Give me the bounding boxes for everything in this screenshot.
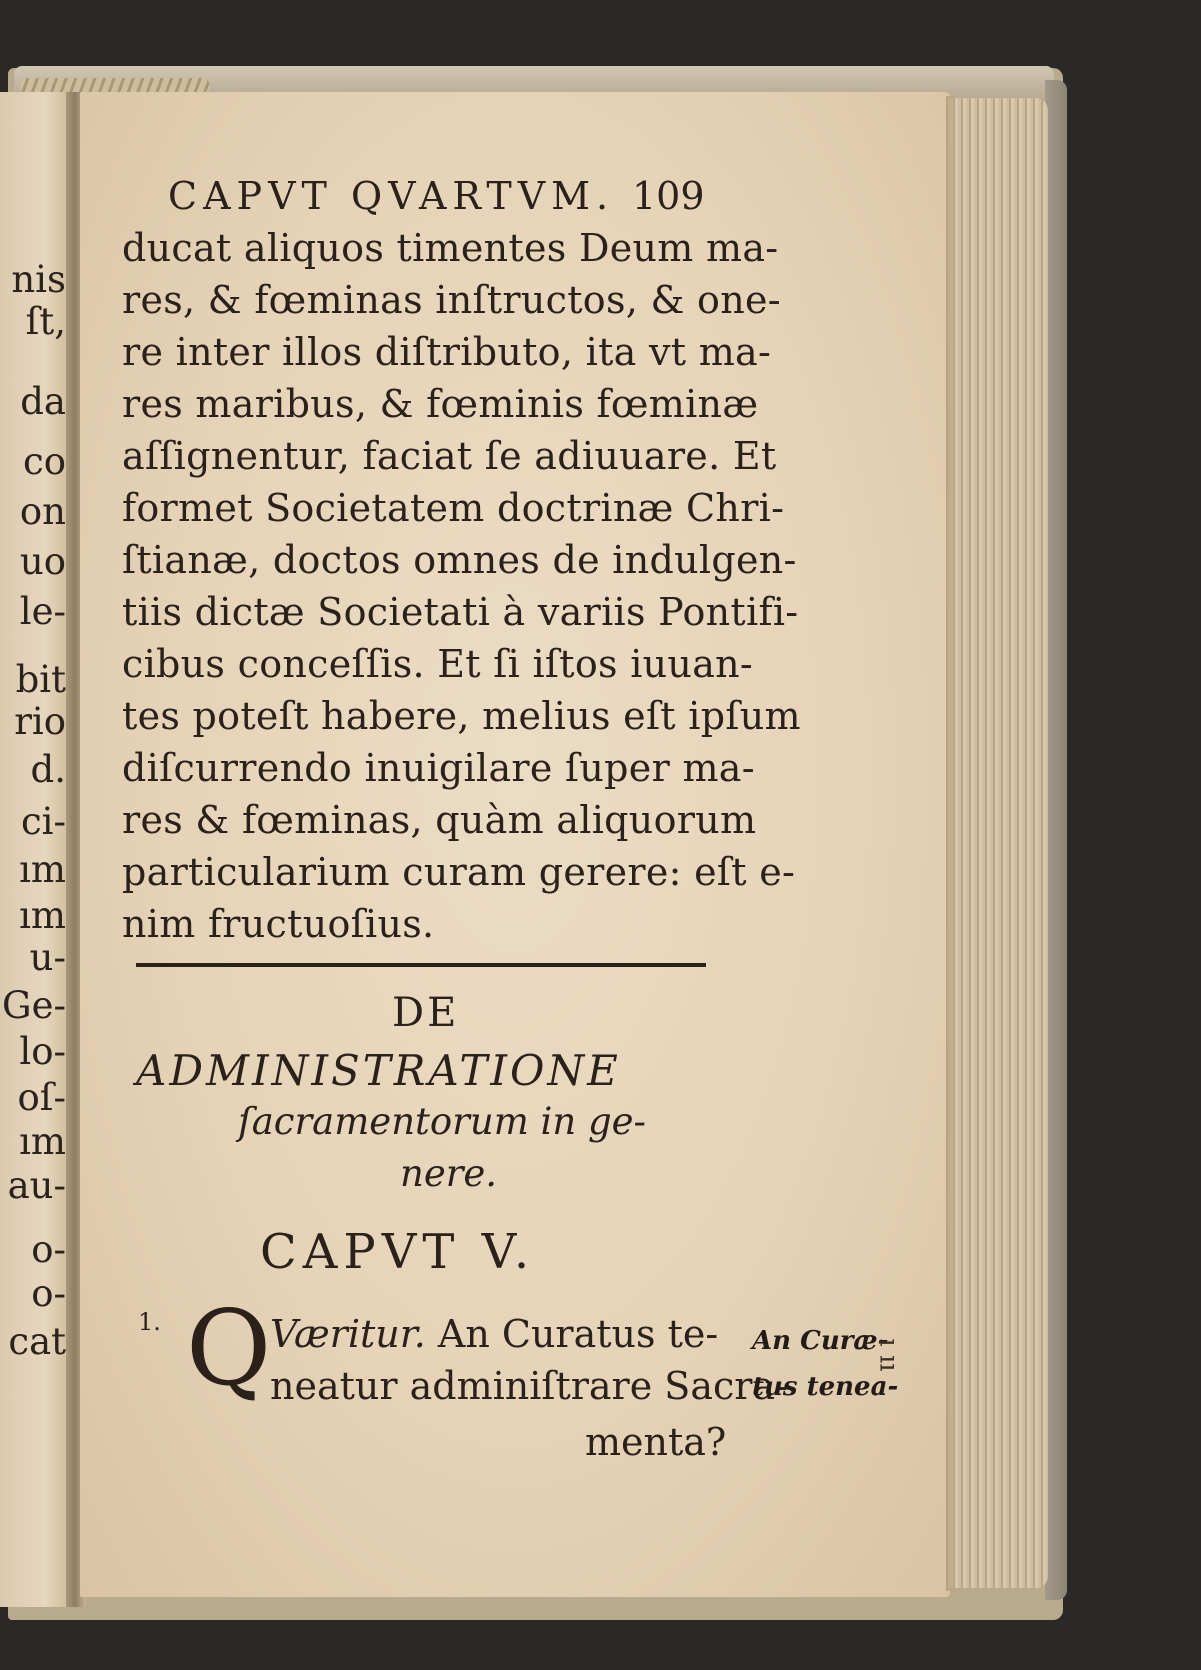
page-stack-fore-edge [950, 98, 1048, 1588]
body-line: re inter illos diſtributo, ita vt ma- [122, 330, 772, 374]
marginal-note-line-1: An Curæ- [752, 1326, 889, 1356]
body-line: res, & fœminas inſtructos, & one- [122, 278, 781, 322]
section-heading-subtitle-end: nere. [400, 1152, 498, 1195]
left-page-text-fragment: rio [14, 700, 66, 743]
left-page-text-fragment: ım [19, 1120, 66, 1163]
left-page-text-fragment: o- [31, 1228, 66, 1271]
left-page-text-fragment: ım [19, 848, 66, 891]
margin-mark: ı ıı [873, 1338, 904, 1372]
left-page-text-fragment: oſ- [17, 1076, 66, 1119]
drop-cap: Q [186, 1287, 272, 1409]
section-heading-de: DE [392, 990, 460, 1036]
section-rule [136, 963, 706, 967]
body-line: formet Societatem doctrinæ Chri- [122, 486, 785, 530]
page-number: 109 [632, 174, 705, 218]
body-line: res maribus, & fœminis fœminæ [122, 382, 759, 426]
left-page-text-fragment: on [19, 490, 66, 533]
body-line: nim fructuoſius. [122, 902, 435, 946]
left-page-text-fragment: ci- [20, 800, 66, 843]
left-page-text-fragment: cat [8, 1320, 66, 1363]
section-heading-title: ADMINISTRATIONE [136, 1046, 621, 1095]
left-page-text-fragment: nis [11, 258, 66, 301]
body-line: ducat aliquos timentes Deum ma- [122, 226, 779, 270]
left-page-text-fragment: co [23, 440, 66, 483]
left-page-text-fragment: lo- [19, 1030, 66, 1073]
section-heading-subtitle: ſacramentorum in ge- [238, 1100, 647, 1143]
running-head: CAPVT QVARTVM. [168, 174, 615, 218]
question-line-1 [270, 1312, 718, 1356]
left-page-text-fragment: ſt, [25, 300, 66, 343]
question-keyword: Væritur. [270, 1312, 426, 1356]
body-line: res & fœminas, quàm aliquorum [122, 798, 757, 842]
left-page-text-fragment: bit [15, 658, 66, 701]
chapter-heading: CAPVT V. [260, 1224, 536, 1280]
book-cover-edge [1045, 80, 1067, 1600]
left-page-text-fragment: Ge- [2, 984, 66, 1027]
left-page-text-fragment: u- [29, 936, 66, 979]
marginal-note-line-2: tus tenea- [752, 1372, 899, 1402]
body-line: particularium curam gerere: eſt e- [122, 850, 796, 894]
catchword: menta? [585, 1420, 727, 1464]
left-page [0, 92, 74, 1607]
body-line: tes poteſt habere, melius eſt ipſum [122, 694, 801, 738]
left-page-text-fragment: ım [19, 894, 66, 937]
left-page-text-fragment: le- [19, 590, 66, 633]
question-line-1-text: An Curatus te- [425, 1312, 719, 1356]
body-line: aſſignentur, faciat ſe adiuuare. Et [122, 434, 777, 478]
body-line: tiis dictæ Societati à variis Pontifi- [122, 590, 799, 634]
left-page-text-fragment: da [20, 380, 66, 423]
question-line-2: neatur adminiſtrare Sacra- [270, 1364, 788, 1408]
left-page-text-fragment: au- [7, 1164, 66, 1207]
left-page-text-fragment: o- [31, 1272, 66, 1315]
left-page-text-fragment: d. [30, 748, 66, 791]
body-line: cibus conceſſis. Et ſi iſtos iuuan- [122, 642, 754, 686]
paragraph-number: 1. [138, 1308, 161, 1336]
left-page-text-fragment: uo [19, 540, 66, 583]
page-edge-shadow [946, 96, 956, 1591]
body-line: ſtianæ, doctos omnes de indulgen- [122, 538, 797, 582]
body-line: diſcurrendo inuigilare ſuper ma- [122, 746, 755, 790]
